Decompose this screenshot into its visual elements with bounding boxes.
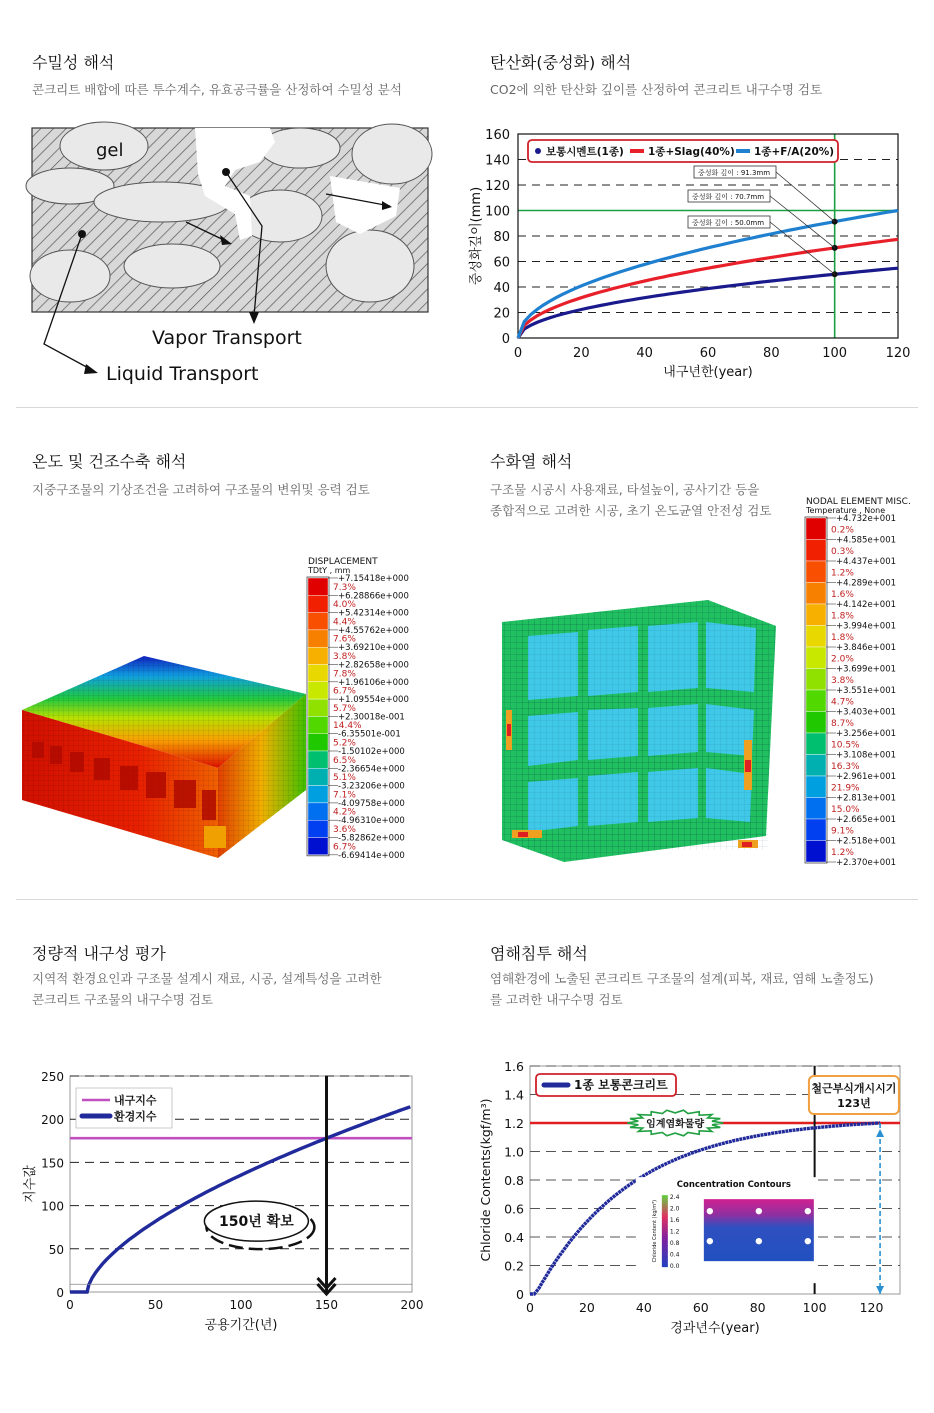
- y-tick-label: 200: [41, 1113, 64, 1128]
- water-transport-diagram: [30, 126, 430, 388]
- legend-value: +1.96106e+000: [338, 677, 409, 688]
- legend-percent: 7.3%: [333, 582, 356, 593]
- x-tick-label: 0: [66, 1298, 74, 1312]
- legend-value: +2.370e+001: [836, 858, 897, 868]
- legend-percent: 21.9%: [831, 783, 860, 794]
- legend-percent: 8.7%: [831, 719, 854, 730]
- legend-percent: 3.8%: [831, 676, 854, 687]
- temperature-legend: [802, 490, 928, 870]
- legend-value: +2.961e+001: [836, 772, 897, 782]
- inset-tick-label: 0.8: [669, 1240, 680, 1248]
- rebar-dot: [707, 1238, 713, 1244]
- legend-subtitle: TDtY , mm: [308, 566, 351, 575]
- legend-value: -4.09758e+000: [338, 798, 405, 809]
- legend-value: +6.28866e+000: [338, 591, 409, 602]
- x-tick-label: 20: [573, 346, 590, 361]
- legend-value: -3.23206e+000: [338, 781, 405, 792]
- legend-label-1: 1종+Slag(40%): [648, 146, 735, 158]
- y-tick-label: 150: [41, 1156, 64, 1171]
- legend-percent: 7.1%: [333, 790, 356, 801]
- y-tick-label: 120: [485, 179, 510, 194]
- y-tick-label: 80: [493, 230, 510, 245]
- legend-percent: 5.1%: [333, 773, 356, 784]
- legend-percent: 9.1%: [831, 826, 854, 837]
- legend-swatch: [806, 669, 826, 691]
- y-tick-label: 20: [493, 306, 510, 322]
- x-tick-label: 0: [513, 346, 523, 361]
- legend-swatch: [806, 733, 826, 755]
- y-tick-label: 0.2: [504, 1258, 524, 1274]
- y-tick-label: 1.4: [504, 1087, 524, 1103]
- legend-value: -2.36654e+000: [338, 764, 405, 775]
- y-tick-label: 160: [485, 128, 510, 143]
- legend-label-environment: 환경지수: [114, 1110, 157, 1123]
- y-tick-label: 140: [485, 153, 510, 169]
- legend-value: +4.142e+001: [836, 600, 897, 610]
- y-axis-label: 중성화깊이(mm): [469, 186, 484, 286]
- inset-tick-label: 0.0: [669, 1263, 680, 1271]
- section-title-watertight: 수밀성 해석: [32, 53, 115, 72]
- legend-percent: 10.5%: [831, 740, 860, 751]
- legend-percent: 16.3%: [831, 762, 860, 773]
- legend-value: +4.437e+001: [836, 557, 897, 567]
- x-axis-label: 내구년한(year): [663, 365, 753, 380]
- legend-value: -4.96310e+000: [338, 816, 405, 827]
- legend-swatch: [806, 626, 826, 648]
- section-desc-temperature: 지중구조물의 기상조건을 고려하여 구조물의 변위및 응력 검토: [32, 482, 370, 497]
- y-tick-label: 250: [41, 1070, 64, 1084]
- legend-percent: 1.8%: [831, 633, 854, 644]
- legend-swatch: [806, 604, 826, 626]
- carbonation-chart: [466, 124, 911, 380]
- x-tick-label: 100: [229, 1298, 253, 1312]
- section-desc-durability: 지역적 환경요인과 구조물 설계시 재료, 시공, 설계특성을 고려한 콘크리트 구조물의 내구수명 검토: [32, 971, 382, 1007]
- hydration-model: [498, 600, 778, 868]
- legend-percent: 1.6%: [831, 590, 854, 601]
- legend-value: -1.50102e+000: [338, 747, 405, 757]
- divider: [16, 407, 918, 408]
- annotation-label-0: 중성화 깊이 : 91.3mm: [698, 169, 771, 177]
- y-tick-label: 100: [41, 1199, 64, 1214]
- legend-swatch: [806, 776, 826, 798]
- annotation-leader: [776, 172, 835, 222]
- legend-subtitle: Temperature , None: [806, 506, 886, 515]
- legend-percent: 3.6%: [333, 824, 356, 835]
- y-axis-label: 지수값: [23, 1165, 38, 1203]
- legend-swatch: [308, 734, 328, 751]
- x-tick-label: 100: [802, 1300, 827, 1315]
- legend-value: -5.82862e+000: [338, 833, 405, 844]
- x-tick-label: 80: [749, 1300, 766, 1315]
- legend-value: +3.994e+001: [836, 621, 897, 632]
- x-tick-label: 40: [635, 1300, 652, 1315]
- y-tick-label: 0.4: [504, 1230, 524, 1245]
- y-tick-label: 40: [493, 281, 510, 296]
- x-tick-label: 100: [822, 346, 848, 361]
- legend-value: +2.518e+001: [836, 836, 897, 847]
- legend-percent: 4.2%: [333, 807, 356, 818]
- legend-percent: 5.2%: [333, 738, 356, 749]
- legend-swatch: [308, 768, 328, 785]
- x-tick-label: 150: [315, 1298, 338, 1312]
- legend-percent: 0.2%: [831, 525, 854, 536]
- y-tick-label: 1.2: [504, 1116, 524, 1131]
- legend-value: +2.665e+001: [836, 815, 897, 825]
- x-axis-label: 경과년수(year): [670, 1321, 760, 1336]
- legend-swatch: [308, 751, 328, 768]
- legend-swatch: [308, 716, 328, 733]
- legend-swatch: [806, 690, 826, 712]
- annotation-label-2: 중성화 깊이 : 50.0mm: [692, 219, 765, 227]
- legend-value: +7.15418e+000: [338, 574, 409, 584]
- legend-swatch: [308, 838, 328, 855]
- legend-percent: 1.2%: [831, 568, 854, 579]
- legend-label-durability: 내구지수: [114, 1094, 157, 1107]
- legend-swatch: [806, 647, 826, 669]
- legend-swatch: [308, 820, 328, 837]
- legend-percent: 6.5%: [333, 755, 356, 766]
- callout-line2: 123년: [837, 1097, 871, 1110]
- legend-swatch: [308, 647, 328, 664]
- legend-percent: 5.7%: [333, 703, 356, 714]
- inset-colorbar: [662, 1195, 668, 1267]
- inset-title: Concentration Contours: [676, 1180, 791, 1191]
- legend-percent: 0.3%: [831, 547, 854, 558]
- legend-value: +2.82658e+000: [338, 660, 409, 671]
- legend-swatch: [806, 841, 826, 863]
- legend-percent: 6.7%: [333, 842, 356, 853]
- x-tick-label: 120: [885, 346, 911, 361]
- legend-title: DISPLACEMENT: [308, 557, 378, 567]
- legend-swatch: [308, 803, 328, 820]
- section-title-chloride: 염해침투 해석: [490, 944, 588, 963]
- rebar-dot: [805, 1208, 811, 1214]
- legend-swatch: [806, 755, 826, 777]
- legend-swatch: [308, 630, 328, 647]
- section-title-carbonation: 탄산화(중성화) 해석: [490, 53, 632, 72]
- y-tick-label: 0.8: [504, 1173, 524, 1188]
- x-tick-label: 20: [578, 1300, 595, 1315]
- callout-label: 150년 확보: [219, 1214, 294, 1231]
- section-desc-chloride: 염해환경에 노출된 콘크리트 구조물의 설계(피복, 재료, 염해 노출정도) 를 고려한 내구수명 검토: [490, 971, 874, 1007]
- rebar-dot: [805, 1238, 811, 1244]
- legend-swatch: [806, 583, 826, 605]
- legend-percent: 6.7%: [333, 686, 356, 697]
- x-tick-label: 50: [147, 1298, 164, 1312]
- legend-swatch: [308, 699, 328, 716]
- section-title-durability: 정량적 내구성 평가: [32, 944, 166, 963]
- legend-percent: 4.0%: [333, 600, 356, 611]
- legend-swatch: [806, 712, 826, 734]
- annotation-label-1: 중성화 깊이 : 70.7mm: [692, 193, 765, 201]
- legend-swatch: [308, 665, 328, 682]
- vapor-transport-label: Vapor Transport: [152, 327, 302, 349]
- y-tick-label: 0.6: [504, 1201, 524, 1217]
- legend-swatch: [308, 595, 328, 612]
- legend-value: +3.256e+001: [836, 729, 897, 739]
- x-tick-label: 200: [400, 1298, 424, 1312]
- x-tick-label: 120: [859, 1300, 884, 1315]
- legend-swatch: [308, 786, 328, 803]
- y-tick-label: 0: [501, 332, 510, 347]
- section-desc-watertight: 콘크리트 배합에 따른 투수계수, 유효공극률을 산정하여 수밀성 분석: [32, 82, 402, 97]
- legend-value: +1.09554e+000: [338, 695, 409, 706]
- legend-percent: 3.8%: [333, 651, 356, 662]
- gel-label: gel: [96, 140, 124, 161]
- legend-value: +3.551e+001: [836, 686, 897, 696]
- legend-label-chloride: 1종 보통콘크리트: [574, 1078, 668, 1092]
- legend-value: +5.42314e+000: [338, 608, 409, 619]
- legend-value: +2.813e+001: [836, 793, 897, 804]
- inset-tick-label: 1.6: [669, 1217, 680, 1225]
- legend-value: +3.403e+001: [836, 707, 897, 718]
- legend-value: -6.35501e-001: [338, 729, 401, 740]
- legend-marker: [535, 148, 541, 154]
- legend-value: +4.55762e+000: [338, 625, 409, 636]
- inset-tick-label: 2.4: [669, 1194, 680, 1202]
- legend-swatch: [806, 798, 826, 820]
- threshold-label: 임계염화물량: [646, 1119, 705, 1130]
- legend-swatch: [806, 819, 826, 841]
- y-tick-label: 60: [493, 255, 510, 271]
- legend-percent: 4.7%: [831, 697, 854, 708]
- section-title-hydration: 수화열 해석: [490, 452, 573, 471]
- legend-value: +4.289e+001: [836, 578, 897, 589]
- inset-tick-label: 0.4: [669, 1251, 680, 1259]
- legend-percent: 4.4%: [333, 617, 356, 628]
- legend-swatch: [806, 518, 826, 540]
- legend-value: +3.699e+001: [836, 664, 897, 675]
- y-tick-label: 1.6: [504, 1059, 524, 1074]
- rebar-dot: [707, 1208, 713, 1214]
- y-tick-label: 1.0: [504, 1144, 524, 1160]
- x-tick-label: 40: [636, 346, 653, 361]
- legend-percent: 7.6%: [333, 634, 356, 645]
- legend-percent: 1.2%: [831, 848, 854, 859]
- legend-swatch: [308, 613, 328, 630]
- section-desc-hydration: 구조물 시공시 사용재료, 타설높이, 공사기간 등을 종합적으로 고려한 시공, 초기 온도균열 안전성 검토: [490, 482, 772, 518]
- x-axis-label: 공용기간(년): [204, 1318, 278, 1333]
- chloride-penetration-chart: [476, 1054, 908, 1344]
- legend-value: +4.732e+001: [836, 514, 897, 524]
- rebar-dot: [756, 1238, 762, 1244]
- y-tick-label: 0: [56, 1286, 64, 1300]
- legend-swatch: [308, 682, 328, 699]
- legend-percent: 14.4%: [333, 721, 362, 732]
- legend-swatch: [806, 561, 826, 583]
- legend-value: +3.108e+001: [836, 750, 897, 761]
- rebar-dot: [756, 1208, 762, 1214]
- legend-value: +3.846e+001: [836, 643, 897, 653]
- liquid-transport-label: Liquid Transport: [106, 363, 259, 385]
- series-line-0: [518, 268, 898, 338]
- displacement-model: [18, 650, 308, 860]
- legend-value: +3.69210e+000: [338, 643, 409, 654]
- divider: [16, 899, 918, 900]
- legend-label-0: 보통시멘트(1종): [546, 146, 624, 158]
- legend-percent: 2.0%: [831, 654, 854, 665]
- displacement-legend: [304, 546, 438, 866]
- y-tick-label: 0: [516, 1287, 524, 1302]
- y-tick-label: 100: [485, 204, 510, 220]
- legend-value: +4.585e+001: [836, 535, 897, 546]
- legend-swatch: [806, 540, 826, 562]
- x-tick-label: 60: [699, 346, 717, 361]
- inset-y-label: Chloride Content (kg/m³): [651, 1199, 658, 1263]
- x-tick-label: 80: [763, 346, 780, 361]
- inset-tick-label: 2.0: [669, 1205, 680, 1213]
- x-tick-label: 0: [526, 1300, 534, 1315]
- legend-swatch: [308, 578, 328, 595]
- x-tick-label: 60: [692, 1300, 709, 1315]
- legend-value: -6.69414e+000: [338, 850, 405, 861]
- callout-line1: 철근부식개시시기: [811, 1082, 897, 1095]
- legend-value: +2.30018e-001: [338, 712, 405, 723]
- legend-percent: 1.8%: [831, 611, 854, 622]
- section-desc-carbonation: CO2에 의한 탄산화 깊이를 산정하여 콘크리트 내구수명 검토: [490, 82, 823, 97]
- legend-percent: 7.8%: [333, 669, 356, 680]
- y-axis-label: Chloride Contents(kgf/m³): [478, 1098, 493, 1262]
- legend-label-2: 1종+F/A(20%): [754, 146, 835, 158]
- durability-index-chart: [20, 1064, 424, 1336]
- section-title-temperature: 온도 및 건조수축 해석: [32, 452, 187, 471]
- legend-title: NODAL ELEMENT MISC.: [806, 497, 911, 507]
- legend-percent: 15.0%: [831, 805, 860, 816]
- inset-tick-label: 1.2: [669, 1228, 680, 1236]
- y-tick-label: 50: [48, 1242, 64, 1257]
